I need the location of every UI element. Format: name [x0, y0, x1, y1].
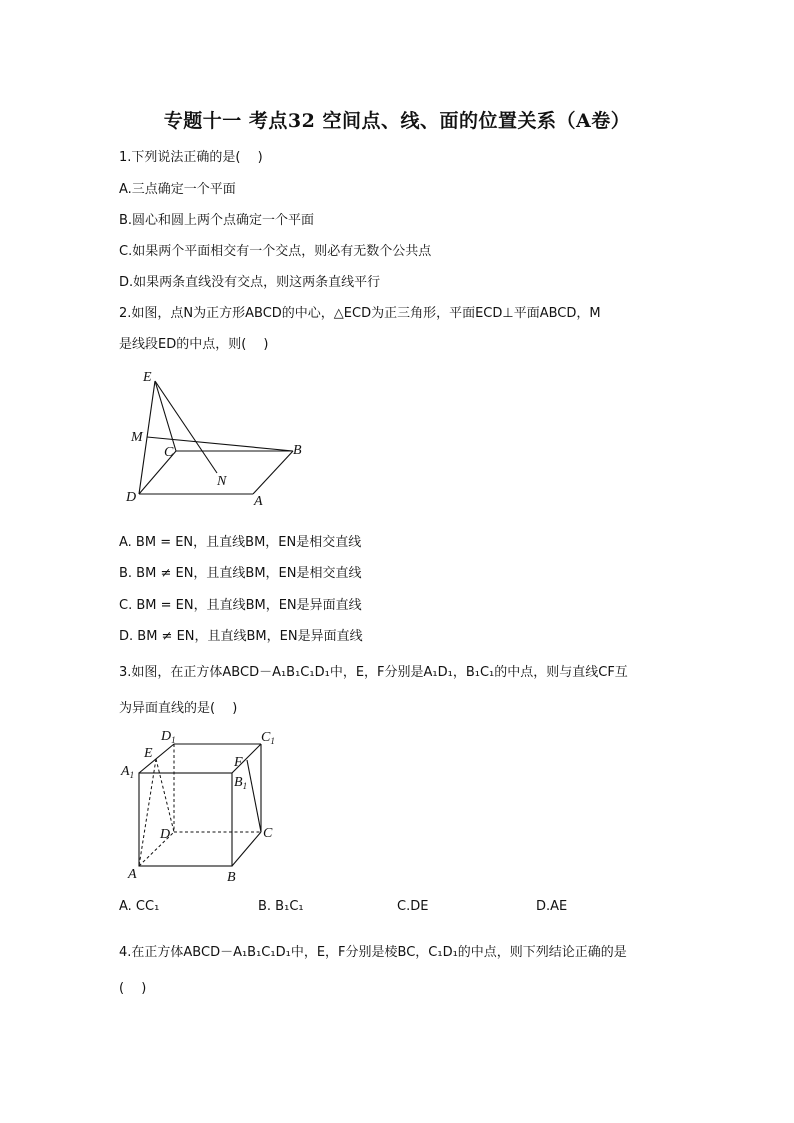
q3-option-c: C.DE	[397, 899, 429, 914]
q3-label-F: F	[234, 755, 243, 770]
q1-option-a: A.三点确定一个平面	[119, 182, 236, 197]
q3-figure	[119, 724, 289, 884]
q3-edge-BC	[232, 832, 261, 866]
q1-stem: 1.下列说法正确的是( )	[119, 150, 263, 165]
q2-label-B: B	[293, 443, 302, 458]
q3-label-E: E	[144, 746, 153, 761]
q3-stem-line2: 为异面直线的是( )	[119, 701, 238, 716]
q3-stem-line1: 3.如图，在正方体ABCD－A₁B₁C₁D₁中，E，F分别是A₁D₁，B₁C₁的中点，则与直线CF互	[119, 665, 628, 680]
q3-segment-ED	[156, 759, 174, 832]
q2-option-b: B. BM ≠ EN，且直线BM，EN是相交直线	[119, 566, 362, 581]
q2-option-d: D. BM ≠ EN，且直线BM，EN是异面直线	[119, 629, 363, 644]
q2-edge-EC	[155, 381, 176, 451]
q2-figure	[119, 360, 319, 520]
q2-stem-line1: 2.如图，点N为正方形ABCD的中心，△ECD为正三角形，平面ECD⊥平面ABCD，M	[119, 306, 601, 321]
q3-label-C: C	[263, 826, 273, 841]
q3-segment-EA	[139, 759, 156, 866]
q2-label-C: C	[164, 445, 174, 460]
q1-option-d: D.如果两条直线没有交点，则这两条直线平行	[119, 275, 381, 290]
q2-label-D: D	[126, 490, 137, 505]
q3-label-D: D	[160, 827, 171, 842]
q1-option-b: B.圆心和圆上两个点确定一个平面	[119, 213, 315, 228]
q2-edge-AB	[253, 451, 293, 494]
q4-stem-line1: 4.在正方体ABCD－A₁B₁C₁D₁中，E，F分别是棱BC，C₁D₁的中点，则下列结论正确的是	[119, 945, 627, 960]
q3-front-face	[139, 773, 232, 866]
page-title: 专题十一 考点32 空间点、线、面的位置关系（A卷）	[163, 110, 631, 132]
q3-label-B1: $B_1$	[234, 775, 248, 791]
q2-label-A: A	[254, 494, 263, 509]
q3-label-A1: $A_1$	[121, 764, 135, 780]
q3-option-b: B. B₁C₁	[258, 899, 304, 914]
q3-label-B: B	[227, 870, 236, 884]
q3-option-a: A. CC₁	[119, 899, 160, 914]
q3-label-C1: $C_1$	[261, 730, 275, 746]
q2-label-N: N	[217, 474, 227, 489]
q3-segment-FC	[247, 760, 261, 832]
q2-option-c: C. BM = EN，且直线BM，EN是异面直线	[119, 598, 362, 613]
q3-option-d: D.AE	[536, 899, 568, 914]
q2-option-a: A. BM = EN，且直线BM，EN是相交直线	[119, 535, 362, 550]
q2-label-M: M	[131, 430, 143, 445]
q4-stem-line2: ( )	[119, 981, 147, 996]
q2-label-E: E	[143, 370, 152, 385]
q3-label-D1: $D_1$	[161, 729, 176, 745]
q3-label-A: A	[128, 867, 137, 882]
q2-stem-line2: 是线段ED的中点，则( )	[119, 337, 269, 352]
q1-option-c: C.如果两个平面相交有一个交点，则必有无数个公共点	[119, 244, 432, 259]
